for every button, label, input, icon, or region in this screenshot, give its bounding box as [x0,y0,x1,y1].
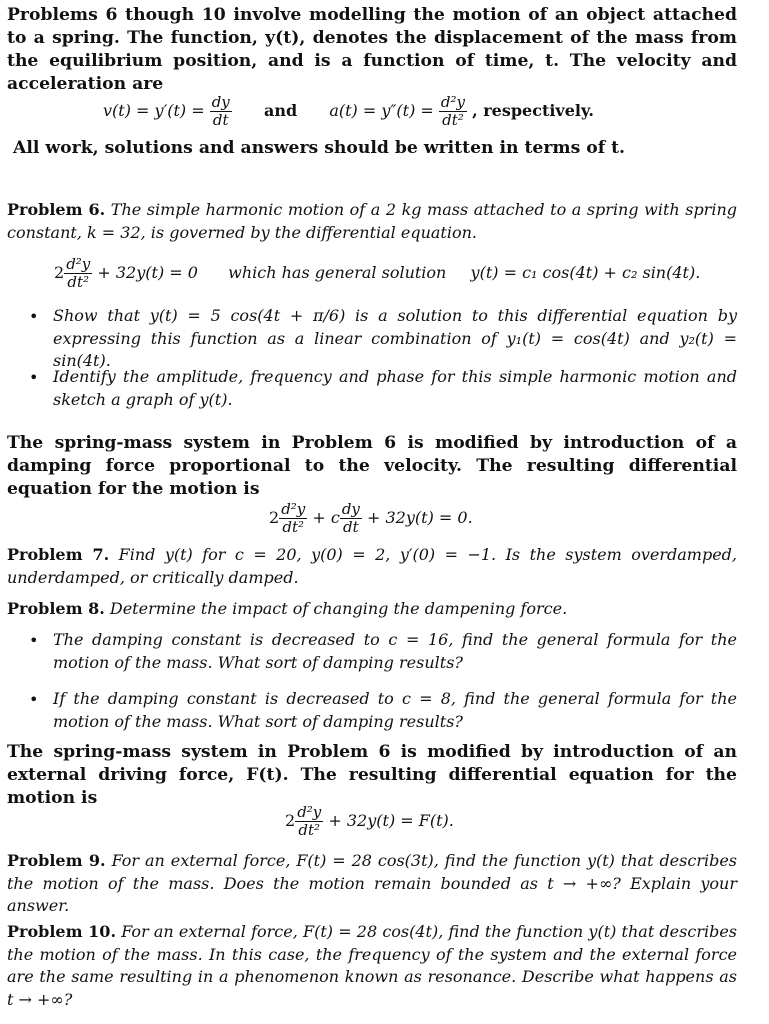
driving-eq-coef: 2 [285,811,296,830]
p6-eq-which: which has general solution [228,263,447,282]
problem-10-text: For an external force, F(t) = 28 cos(4t), find the function y(t) that describes the motion of the mass. In this case, the frequency of the system and the external force are the same resulting in a phenomenon known as resonance. Describe what happens as t → +∞? [7,922,737,1009]
driving-eq-denominator: dt² [298,821,321,839]
acceleration-numerator: d²y [440,93,465,111]
bullet-icon: • [29,631,39,650]
damping-eq-den-1: dt² [282,518,305,536]
and-word: and [263,101,298,120]
problem-6-equation [54,256,744,291]
damping-eq-rest: + 32y(t) = 0. [367,508,473,527]
damping-equation [269,501,739,536]
damping-eq-den-2: dt [343,518,359,536]
damping-eq-fraction-2 [340,501,362,536]
driving-text: The spring-mass system in Problem 6 is modified by introduction of an external driving force, F(t). The resulting differential equation for the motion is [7,742,737,808]
problem-6-label: Problem 6. [7,200,106,219]
velocity-numerator: dy [211,93,230,111]
acceleration-lhs: a(t) = y″(t) = [329,101,434,120]
p6-eq-rest: + 32y(t) = 0 [97,263,198,282]
problem-6-bullet-1: Show that y(t) = 5 cos(4t + π/6) is a solution to this differential equation by expressing this function as a linear combination of y₁(t) = cos(4t) and y₂(t) = sin(4t). [53,306,737,370]
p6-eq-fraction [64,256,92,291]
driving-equation [285,804,735,839]
driving-eq-fraction [295,804,323,839]
p6-eq-denominator: dt² [67,273,90,291]
intro-paragraph: Problems 6 though 10 involve modelling the motion of an object attached to a spring. The function, y(t), denotes the displacement of the mass from the equilibrium position, and is a function of time, t. The velocity and acceleration are [7,5,737,94]
intro-closing-text: All work, solutions and answers should be written in terms of t. [13,138,626,158]
bullet-icon: • [29,307,39,326]
problem-6-bullet-2: Identify the amplitude, frequency and phase for this simple harmonic motion and sketch a graph of y(t). [53,367,737,409]
damping-eq-mid: + c [312,508,340,527]
p6-eq-numerator: d²y [66,255,91,273]
damping-eq-coef: 2 [269,508,280,527]
driving-eq-rest: + 32y(t) = F(t). [328,811,454,830]
respectively-word: , respectively. [472,101,594,120]
problem-10-label: Problem 10. [7,922,117,941]
intro-closing [13,137,743,160]
acceleration-denominator: dt² [442,111,464,129]
problem-9-text: For an external force, F(t) = 28 cos(3t), find the function y(t) that describes the motion of the mass. Does the motion remain bounded as t → +∞? Explain your answer. [7,851,738,915]
driving-section [7,741,737,810]
problem-9-label: Problem 9. [7,851,106,870]
damping-section [7,432,737,501]
problem-8-text: Determine the impact of changing the dampening force. [109,599,568,618]
driving-eq-numerator: d²y [297,803,322,821]
intro-section [7,4,737,96]
velocity-lhs: v(t) = y′(t) = [103,101,205,120]
p6-eq-coef: 2 [54,263,65,282]
damping-eq-num-2: dy [341,500,360,518]
problem-7-label: Problem 7. [7,545,110,564]
problem-7-text: Find y(t) for c = 20, y(0) = 2, y′(0) = −1. Is the system overdamped, underdamped, or critically damped. [7,545,738,587]
velocity-acceleration-equation [103,94,743,129]
damping-text: The spring-mass system in Problem 6 is modified by introduction of a damping force proportional to the velocity. The resulting differential equation for the motion is [7,433,737,499]
problem-6-text: The simple harmonic motion of a 2 kg mass attached to a spring with spring constant, k = 32, is governed by the differential equation. [7,200,737,242]
problem-8-bullet-2: If the damping constant is decreased to c = 8, find the general formula for the motion of the mass. What sort of damping results? [53,689,737,731]
bullet-icon: • [29,368,39,387]
problem-8-bullet-1: The damping constant is decreased to c = 16, find the general formula for the motion of the mass. What sort of damping results? [53,630,737,672]
acceleration-fraction [439,94,467,129]
problem-6 [7,199,737,244]
p6-eq-general: y(t) = c₁ cos(4t) + c₂ sin(4t). [470,263,701,282]
problem-10 [7,921,737,1011]
problem-9 [7,850,737,918]
problem-7 [7,544,737,589]
problem-8 [7,598,737,621]
damping-eq-fraction-1 [279,501,307,536]
velocity-fraction [210,94,232,129]
damping-eq-num-1: d²y [281,500,306,518]
velocity-denominator: dt [212,111,229,129]
bullet-icon: • [29,690,39,709]
problem-8-label: Problem 8. [7,599,105,618]
